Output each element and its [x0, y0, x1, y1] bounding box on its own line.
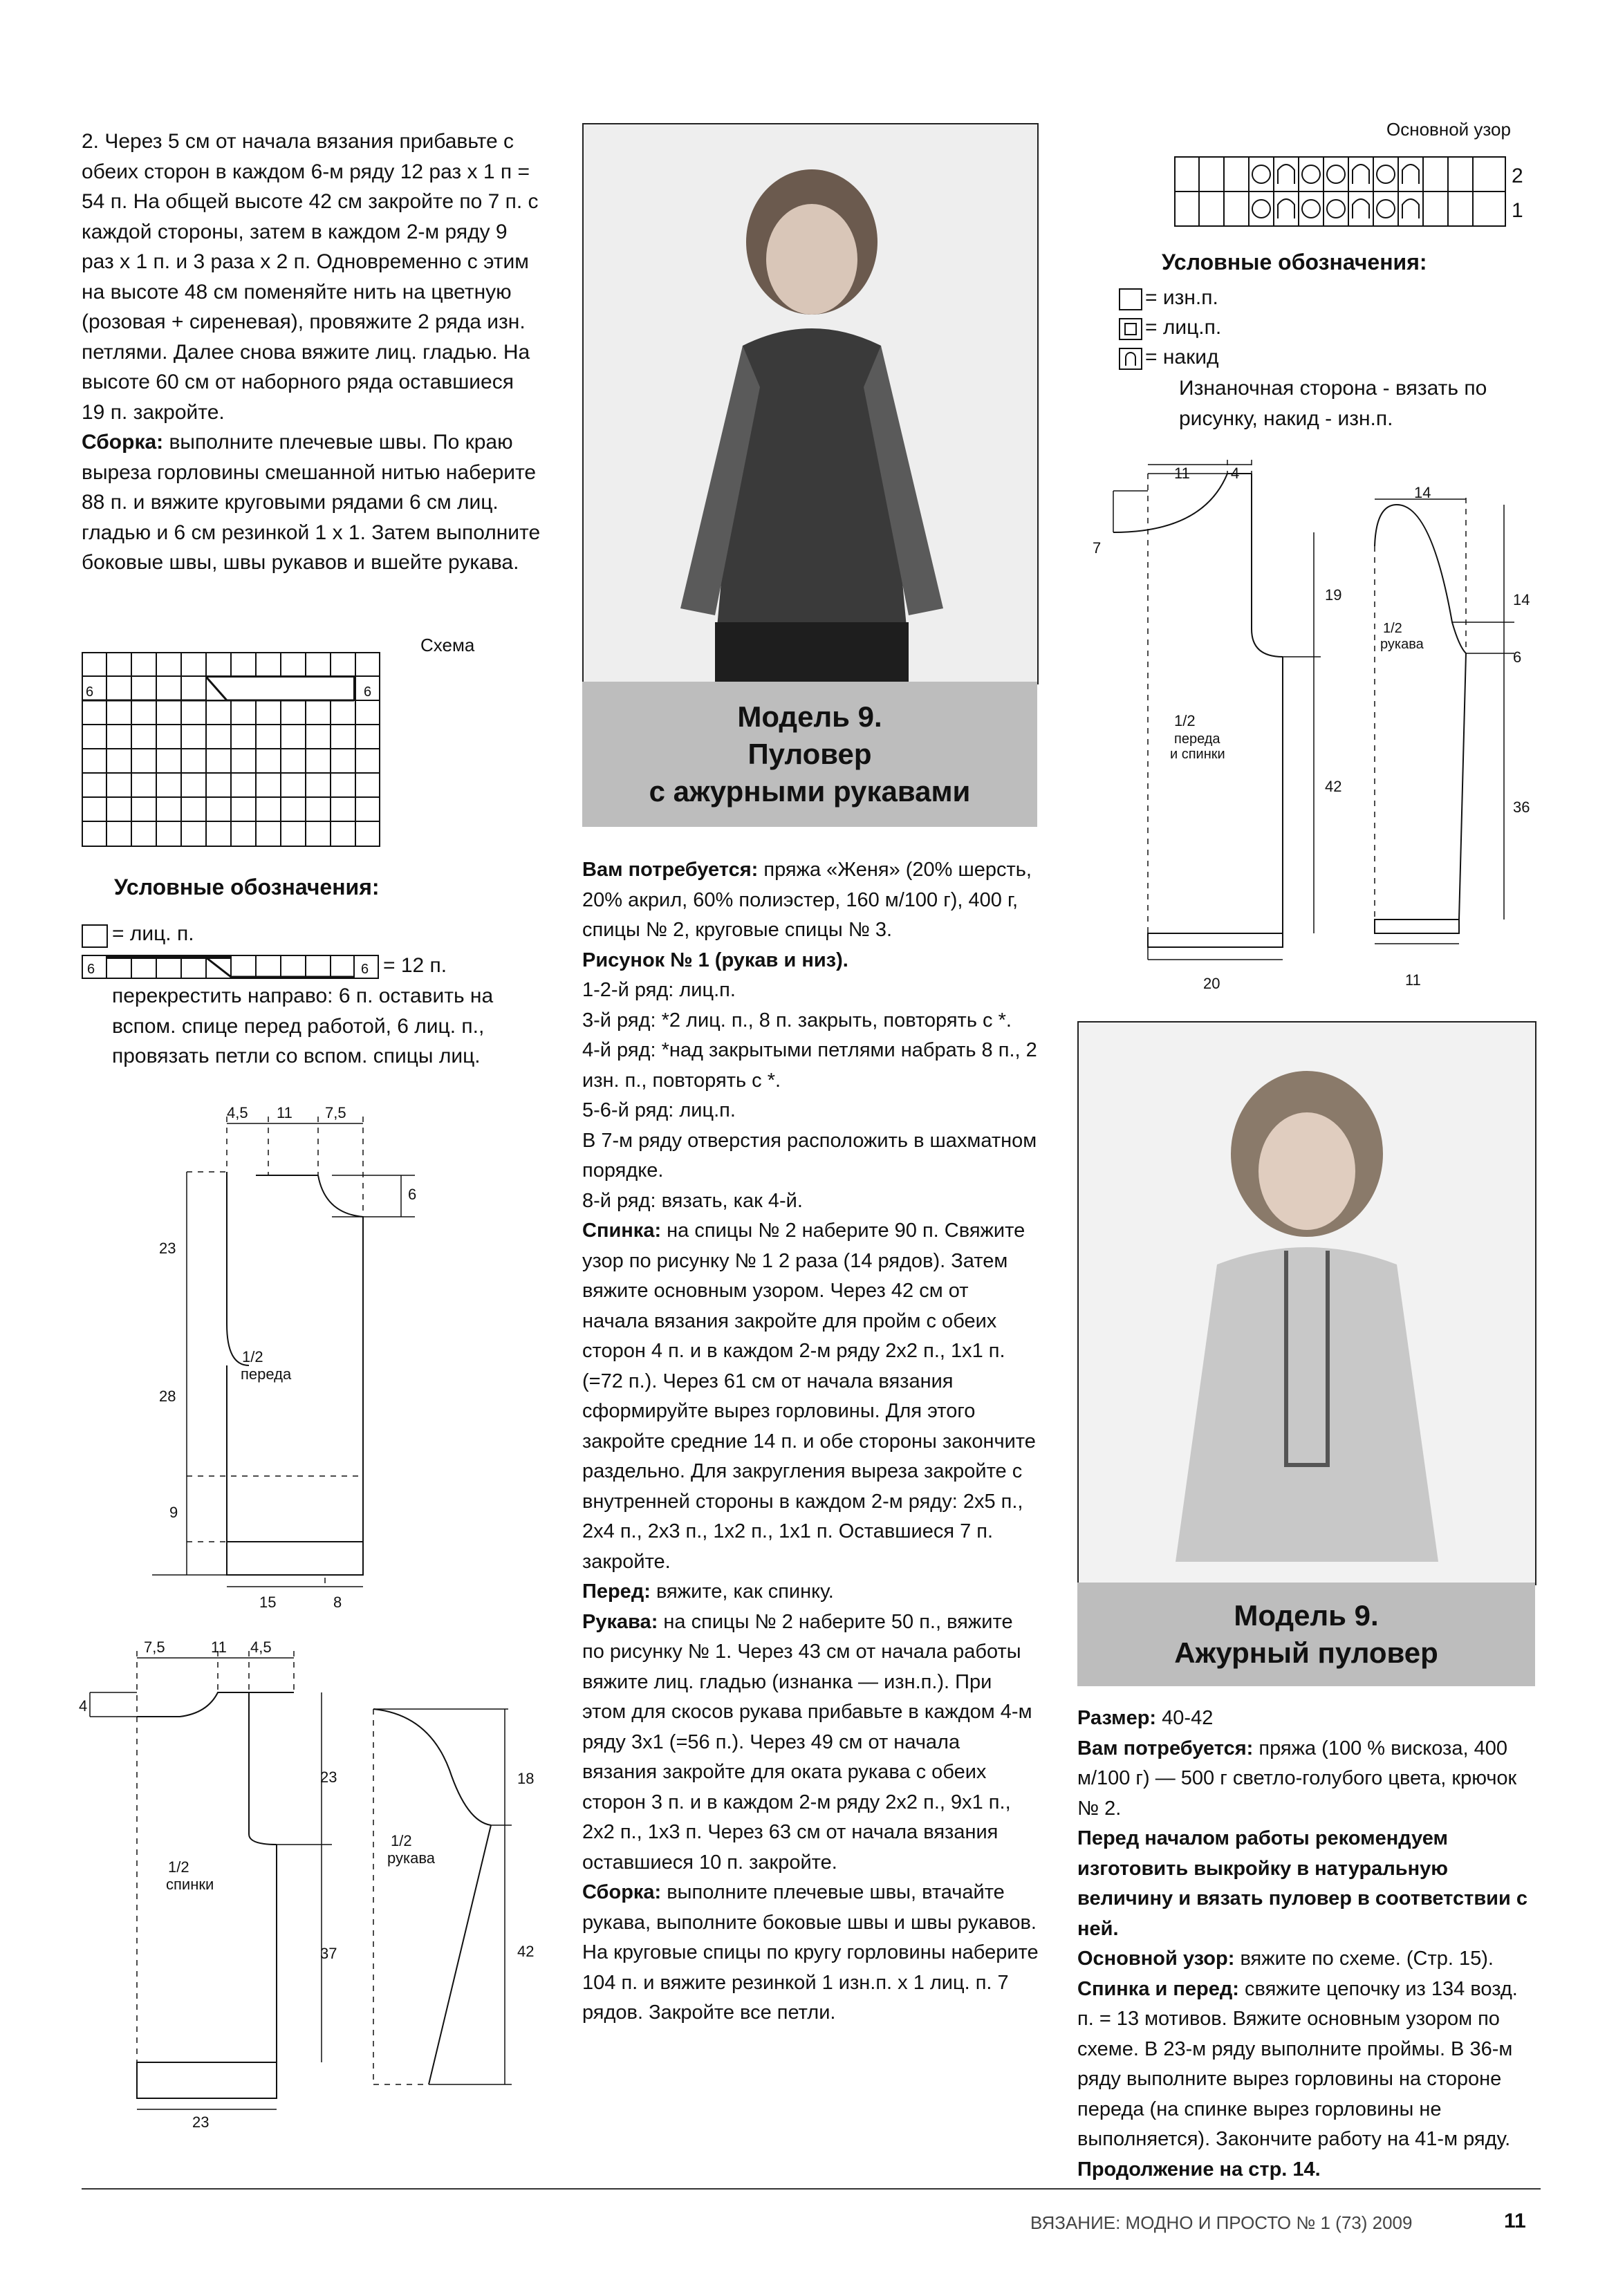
front-dim-1: 4,5: [227, 1104, 248, 1121]
sleeve-label-fraction: 1/2: [391, 1832, 412, 1849]
body-dim-4: 19: [1325, 586, 1342, 604]
row-1: 1-2-й ряд: лиц.п.: [582, 979, 736, 1001]
legend-note: Изнаночная сторона - вязать по рисунку, накид - изн.п.: [1179, 377, 1487, 430]
caption-1-line-1: Модель 9.: [737, 700, 882, 733]
footer-rule: [82, 2188, 1541, 2190]
back-dim-3: 4,5: [250, 1639, 272, 1656]
figure-1-title: Рисунок № 1 (рукав и низ).: [582, 949, 848, 971]
caption-2-line-1: Модель 9.: [1234, 1599, 1379, 1632]
legend-cable-symbol: [82, 955, 379, 980]
legend-cable-left: 6: [87, 962, 95, 977]
back-front: Спинка и перед: свяжите цепочку из 134 возд. п. = 13 мотивов. Вяжите основным узором по схеме. В 23-м ряду выполните проймы. В 36-м ряду выполните вырез горловины на стороне переда (на спинке вырез горловины не выполняется). Закончите работу на 41-м ряду.: [1077, 1977, 1518, 2150]
scheme-grid: [82, 652, 380, 847]
back-dim-5: 23: [320, 1768, 337, 1786]
model-9-photo-2: [1077, 1021, 1536, 1585]
front-pattern-diagram: [152, 1103, 443, 1621]
legend-knit-text: = лиц. п.: [112, 922, 194, 945]
front-dim-2: 11: [277, 1104, 292, 1121]
left-paragraph-1: 2. Через 5 см от начала вязания прибавьте с обеих сторон в каждом 6-м ряду 12 раз х 1 п = 54 п. На общей высоте 42 см закройте по 7 п. с каждой стороны, затем в каждом 2-м ряду 9 раз х 1 п. и 3 раза х 2 п. Одновременно с этим на высоте 48 см поменяйте нить на цветную (розовая + сиреневая), провяжите 2 ряда изн. петлями. Далее снова вяжите лиц. гладью. На высоте 60 см от наборного ряда оставшиеся 19 п. закройте.: [82, 130, 539, 424]
rsleeve-label-name: рукава: [1380, 637, 1424, 652]
rsleeve-dim-5: 11: [1405, 971, 1421, 989]
back-dim-4: 4: [79, 1697, 88, 1715]
back-dim-7: 23: [192, 2113, 210, 2131]
front-dim-4: 6: [408, 1186, 417, 1203]
legend-yarnover-box: [1119, 348, 1142, 370]
sleeves-section: Рукава: на спицы № 2 наберите 50 п., вяжите по рисунку № 1. Через 43 см от начала работы вяжите лиц. гладью (изнанка — изн.п.). При этом для скосов рукава прибавьте в каждом 4-м ряду 3х1 (=56 п.). Через 49 см от начала вязания закройте для оката рукава с обеих сторон 3 п. и в каждом 2-м ряду 2х2 п., 9х1 п., 2х2 п., 1х3 п. Через 63 см от начала вязания оставшиеся 10 п. закройте.: [582, 1610, 1032, 1874]
body-dim-2: 4: [1231, 465, 1240, 482]
body-pattern-diagram: [1093, 456, 1355, 996]
legend-knit-box-right: [1119, 318, 1142, 340]
sleeve-label-name: рукава: [387, 1849, 436, 1867]
main-pattern-title: Основной узор: [1386, 119, 1511, 140]
front-label-name: переда: [241, 1365, 292, 1383]
rsleeve-dim-3: 6: [1513, 648, 1522, 666]
back-dim-2: 11: [211, 1639, 227, 1656]
row-3: 4-й ряд: *над закрытыми петлями набрать 8 п., 2 изн. п., повторять с *.: [582, 1039, 1037, 1092]
back-label-fraction: 1/2: [168, 1858, 189, 1876]
legend-knit-text-right: = лиц.п.: [1145, 316, 1222, 339]
pattern-row-2: 2: [1512, 165, 1523, 187]
legend-yarnover-text: = накид: [1145, 346, 1219, 368]
body-dim-3: 7: [1093, 539, 1102, 557]
rsleeve-dim-2: 14: [1513, 591, 1530, 608]
woman-in-openwork-pullover-picture: [1079, 1023, 1535, 1584]
left-assembly: Сборка: выполните плечевые швы. По краю выреза горловины смешанной нитью наберите 88 п. и вяжите круговыми рядами 6 см лиц. гладью и 6 см резинкой 1 х 1. Затем выполните боковые швы, швы рукавов и вшейте рукава.: [82, 431, 541, 574]
legend-purl-text: = изн.п.: [1145, 286, 1218, 309]
model-9-caption-2: [1077, 1583, 1535, 1686]
tip: Перед началом работы рекомендуем изготовить выкройку в натуральную величину и вязать пуловер в соответствии с ней.: [1077, 1827, 1527, 1940]
row-6: 8-й ряд: вязать, как 4-й.: [582, 1189, 803, 1212]
body-label-fraction: 1/2: [1174, 712, 1196, 729]
front-dim-6: 28: [159, 1388, 176, 1405]
caption-1-line-3: с ажурными рукавами: [649, 775, 971, 808]
page-number: 11: [1504, 2210, 1526, 2232]
main-pattern: Основной узор: вяжите по схеме. (Стр. 15).: [1077, 1948, 1494, 1970]
continued: Продолжение на стр. 14.: [1077, 2158, 1321, 2181]
sleeve-pattern-diagram: [366, 1708, 546, 2095]
body-dim-1: 11: [1174, 465, 1190, 482]
front-dim-7: 9: [169, 1504, 178, 1521]
needs-2: Вам потребуется: пряжа (100 % вискоза, 400 м/100 г) — 500 г светло-голубого цвета, крючок № 2.: [1077, 1737, 1517, 1820]
footer-magazine: ВЯЗАНИЕ: МОДНО И ПРОСТО № 1 (73) 2009: [1030, 2212, 1413, 2233]
row-4: 5-6-й ряд: лиц.п.: [582, 1099, 736, 1121]
left-legend-title: Условные обозначения:: [114, 875, 380, 899]
back-pattern-diagram: [69, 1634, 380, 2131]
model-9a-instructions: [582, 855, 1039, 2028]
body-dim-6: 20: [1203, 975, 1220, 992]
woman-in-lace-sleeves-picture: [584, 124, 1037, 683]
back-dim-6: 37: [320, 1945, 337, 1962]
main-pattern-chart: [1174, 156, 1523, 228]
front-section: Перед: вяжите, как спинку.: [582, 1580, 834, 1603]
legend-cable-right: 6: [361, 962, 369, 977]
back-dim-1: 7,5: [144, 1639, 165, 1656]
body-dim-5: 42: [1325, 778, 1342, 795]
front-dim-9: 8: [333, 1594, 342, 1611]
body-label-name: переда: [1174, 731, 1220, 747]
model-9-caption-1: [582, 682, 1037, 827]
legend-purl-box: [1119, 288, 1142, 310]
right-sleeve-pattern-diagram: [1355, 484, 1556, 996]
needs-1: Вам потребуется: пряжа «Женя» (20% шерсть, 20% акрил, 60% полиэстер, 160 м/100 г), 400 г, спицы № 2, круговые спицы № 3.: [582, 859, 1032, 941]
left-text-block: [82, 127, 541, 578]
sleeve-dim-1: 18: [517, 1770, 535, 1787]
front-dim-5: 23: [159, 1240, 176, 1257]
legend-cable-text: = 12 п.: [383, 954, 447, 977]
size: Размер: 40-42: [1077, 1707, 1214, 1729]
pattern-row-1: 1: [1512, 199, 1523, 222]
rsleeve-dim-4: 36: [1513, 799, 1530, 816]
rsleeve-dim-1: 14: [1414, 484, 1431, 501]
caption-1-line-2: Пуловер: [747, 738, 872, 770]
right-legend-title: Условные обозначения:: [1162, 250, 1427, 274]
legend-knit-box: [82, 924, 108, 948]
scheme-mark-left: 6: [86, 684, 94, 700]
front-dim-8: 15: [259, 1594, 277, 1611]
caption-2-line-2: Ажурный пуловер: [1174, 1636, 1438, 1669]
front-dim-3: 7,5: [325, 1104, 346, 1121]
body-label-name-2: и спинки: [1170, 747, 1225, 762]
scheme-mark-right: 6: [364, 684, 372, 700]
rsleeve-label-fraction: 1/2: [1383, 621, 1402, 636]
row-5: В 7-м ряду отверстия расположить в шахматном порядке.: [582, 1129, 1037, 1182]
model-9b-instructions: [1077, 1704, 1536, 2185]
sleeve-dim-2: 42: [517, 1943, 535, 1960]
back-label-name: спинки: [166, 1876, 214, 1893]
assembly-section: Сборка: выполните плечевые швы, втачайте рукава, выполните боковые швы и швы рукавов. На круговые спицы по кругу горловины наберите 104 п. и вяжите резинкой 1 изн.п. х 1 лиц. п. 7 рядов. Закройте все петли.: [582, 1881, 1039, 2024]
front-label-fraction: 1/2: [242, 1348, 263, 1365]
row-2: 3-й ряд: *2 лиц. п., 8 п. закрыть, повторять с *.: [582, 1009, 1012, 1032]
back-section: Спинка: на спицы № 2 наберите 90 п. Свяжите узор по рисунку № 1 2 раза (14 рядов). Затем вяжите основным узором. Через 42 см от начала вязания закройте для пройм с обеих сторон 4 п. и в каждом 2-м ряду 2х2 п., 1х1 п. (=72 п.). Через 61 см от начала вязания сформируйте вырез горловины. Для этого закройте средние 14 п. и обе стороны закончите раздельно. Для закругления выреза закройте с внутренней стороны в каждом 2-м ряду: 2х5 п., 2х4 п., 2х3 п., 1х2 п., 1х1 п. Оставшиеся 7 п. закройте.: [582, 1220, 1036, 1573]
legend-cable-desc: перекрестить направо: 6 п. оставить на вспом. спице перед работой, 6 лиц. п., провязать петли со вспом. спицы лиц.: [112, 984, 494, 1067]
scheme-title: Схема: [420, 635, 475, 655]
model-9-photo-1: [582, 123, 1039, 684]
